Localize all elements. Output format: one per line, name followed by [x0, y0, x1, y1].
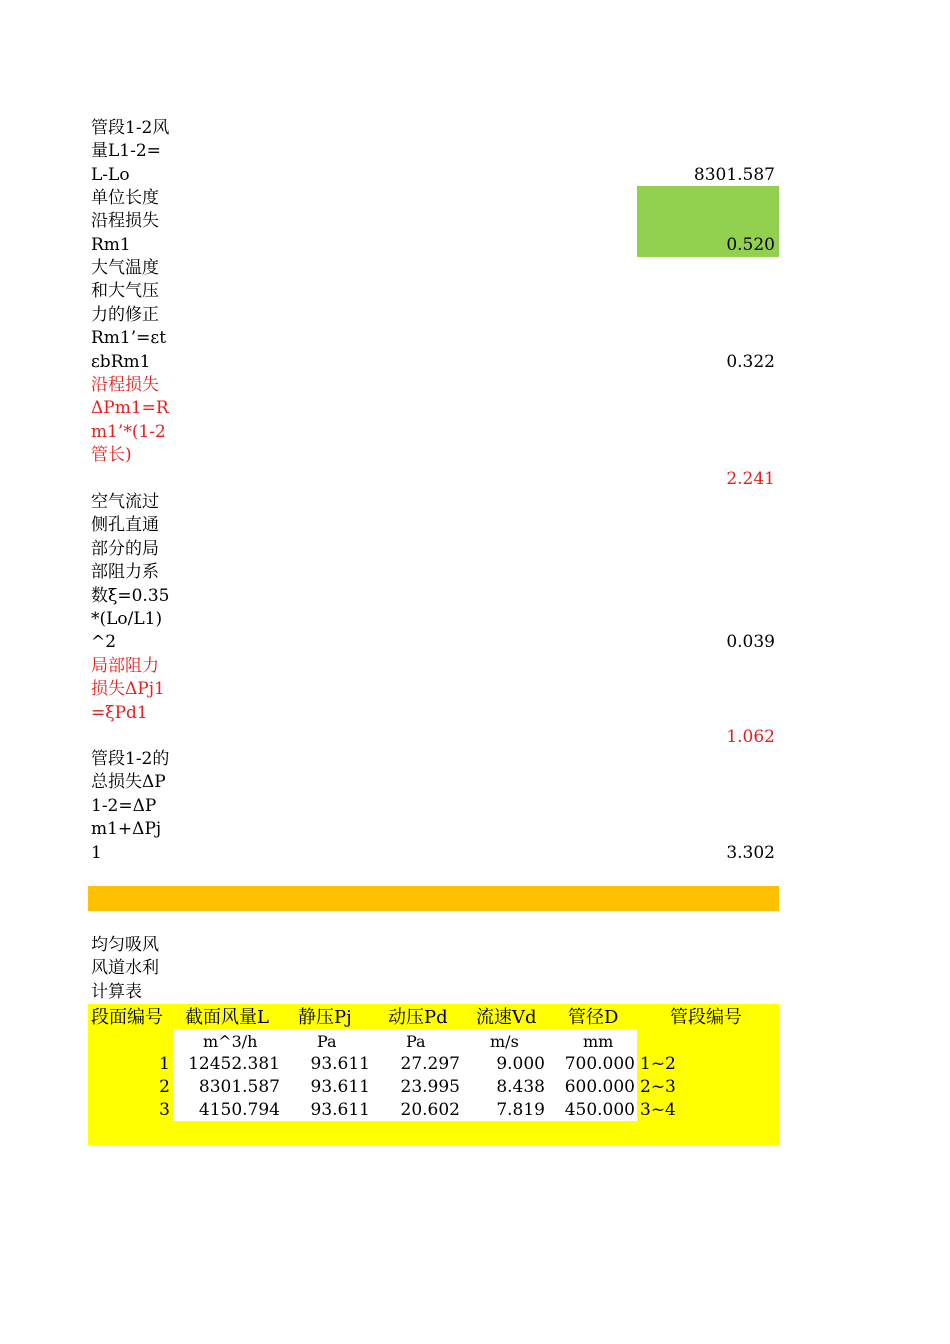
- table-row2-velocity: 8.438: [496, 1077, 545, 1097]
- table-header-section-no: 段面编号: [91, 1007, 163, 1028]
- table-row1-airflow: 12452.381: [188, 1054, 280, 1074]
- table-row3-static: 93.611: [310, 1100, 370, 1120]
- calc-label-rm1: 单位长度沿程损失Rm1: [91, 188, 159, 255]
- table-header-dynamic-pressure: 动压Pd: [388, 1007, 448, 1028]
- table-row3-segment: 3~4: [640, 1100, 676, 1120]
- table-header-velocity: 流速Vd: [476, 1007, 537, 1028]
- table-unit-airflow: m^3/h: [203, 1032, 258, 1051]
- table-header-diameter: 管径D: [568, 1007, 619, 1028]
- table-row2-diameter: 600.000: [564, 1077, 635, 1097]
- table-row2-airflow: 8301.587: [198, 1077, 280, 1097]
- table-row2-dynamic: 23.995: [400, 1077, 460, 1097]
- table-unit-velocity: m/s: [490, 1032, 519, 1051]
- table-row3-section: 3: [159, 1100, 170, 1120]
- table-header-static-pressure: 静压Pj: [298, 1007, 352, 1028]
- section-separator: [88, 886, 779, 911]
- calc-value-rm1: 0.520: [726, 235, 775, 255]
- table-row2-segment: 2~3: [640, 1077, 676, 1097]
- table-row2-static: 93.611: [310, 1077, 370, 1097]
- table-header-segment-no: 管段编号: [670, 1007, 742, 1028]
- table-row2-section: 2: [159, 1077, 170, 1097]
- calc-value-rm1-corrected: 0.322: [726, 352, 775, 372]
- table-row1-static: 93.611: [310, 1054, 370, 1074]
- calc-value-pm1: 2.241: [726, 469, 775, 489]
- calc-value-airflow-l12: 8301.587: [693, 165, 775, 185]
- table-row3-airflow: 4150.794: [198, 1100, 280, 1120]
- table-row1-diameter: 700.000: [564, 1054, 635, 1074]
- table-header-airflow: 截面风量L: [185, 1007, 269, 1028]
- calc-value-total-loss: 3.302: [726, 843, 775, 863]
- table-row1-section: 1: [159, 1054, 170, 1074]
- calc-label-xi: 空气流过侧孔直通部分的局部阻力系数ξ=0.35*(Lo/L1)^2: [91, 492, 170, 653]
- calc-label-pm1: 沿程损失ΔPm1=Rm1’*(1-2管长): [91, 375, 169, 466]
- table-row3-velocity: 7.819: [496, 1100, 545, 1120]
- calc-label-airflow-l12: 管段1-2风量L1-2=L-Lo: [91, 118, 170, 185]
- table-row3-diameter: 450.000: [564, 1100, 635, 1120]
- table-row1-dynamic: 27.297: [400, 1054, 460, 1074]
- table-unit-static-pressure: Pa: [317, 1032, 337, 1051]
- table-title: 均匀吸风风道水利计算表: [91, 935, 159, 1002]
- calc-value-xi: 0.039: [726, 632, 775, 652]
- calc-label-total-loss: 管段1-2的总损失ΔP1-2=ΔPm1+ΔPj1: [91, 749, 170, 863]
- calc-label-rm1-corrected: 大气温度和大气压力的修正Rm1’=εtεbRm1: [91, 258, 167, 372]
- calc-label-pj1: 局部阻力损失ΔPj1=ξPd1: [91, 656, 165, 723]
- table-row1-velocity: 9.000: [496, 1054, 545, 1074]
- calc-value-pj1: 1.062: [726, 727, 775, 747]
- table-unit-diameter: mm: [583, 1032, 614, 1051]
- table-row1-segment: 1~2: [640, 1054, 676, 1074]
- table-row3-dynamic: 20.602: [400, 1100, 460, 1120]
- table-unit-dynamic-pressure: Pa: [406, 1032, 426, 1051]
